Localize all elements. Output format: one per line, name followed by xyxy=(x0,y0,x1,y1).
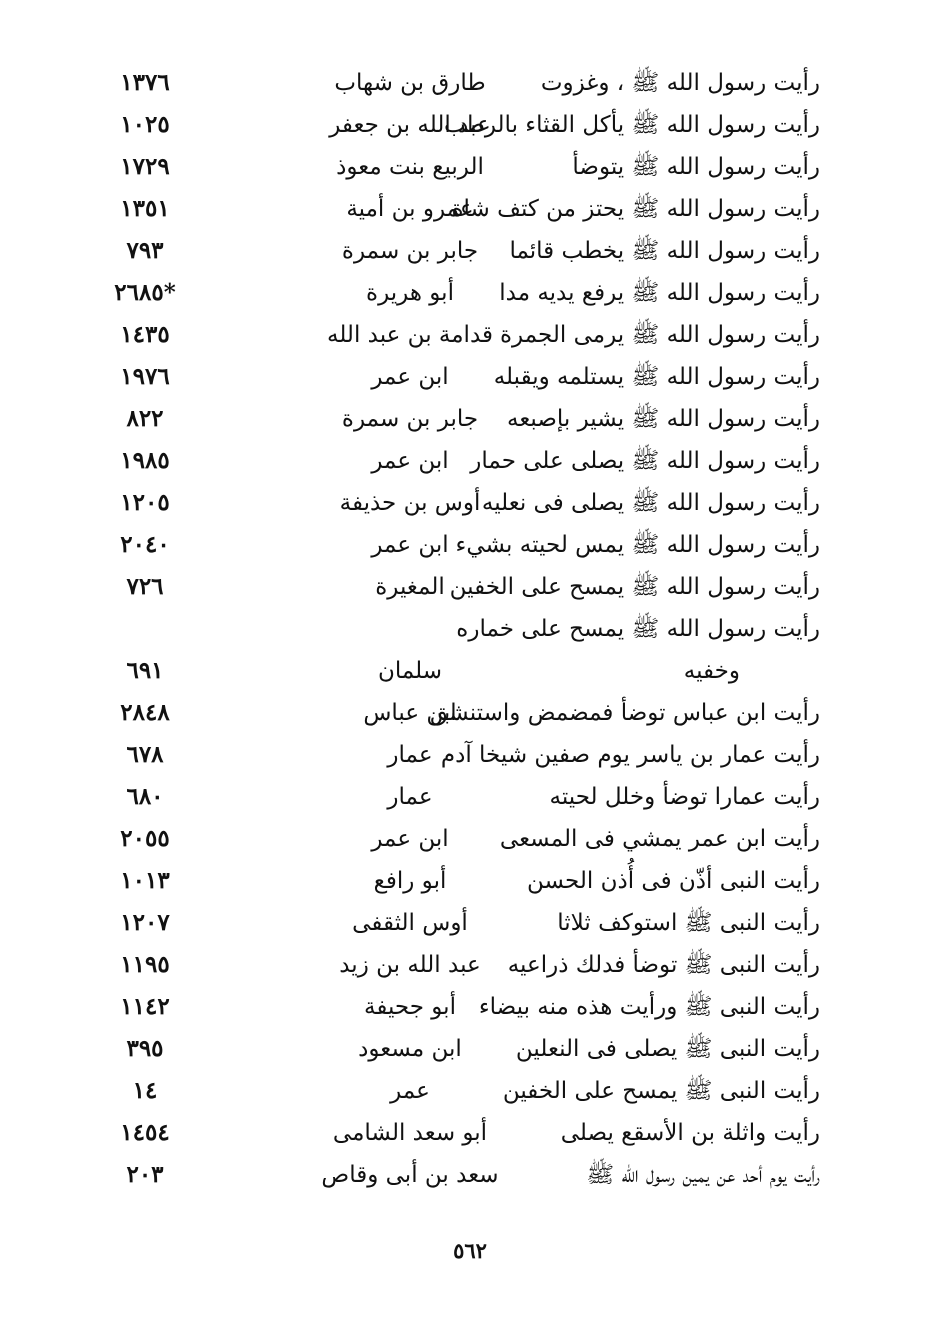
hadith-number: ١٣٥١ xyxy=(120,195,170,222)
hadith-number: ٢٠٥٥ xyxy=(120,825,170,852)
index-row xyxy=(90,272,840,314)
hadith-text: رأيت النبى أذّن فى أُذن الحسن xyxy=(527,868,820,894)
narrator-name: سلمان xyxy=(377,658,443,684)
hadith-number: ١٢٠٧ xyxy=(120,909,170,936)
page-number: ٥٦٢ xyxy=(453,1238,487,1263)
index-row xyxy=(90,1154,840,1196)
index-row xyxy=(90,230,840,272)
hadith-text: رأيت رسول الله ﷺ يمسح على الخفين xyxy=(449,574,820,600)
hadith-number: ١٣٧٦ xyxy=(120,69,170,96)
hadith-text: رأيت رسول الله ﷺ يستلمه ويقبله xyxy=(493,364,820,390)
hadith-number: ١١٤٢ xyxy=(120,993,170,1020)
hadith-text: رأيت النبى ﷺ يصلى فى النعلين xyxy=(515,1036,820,1062)
narrator-name: أبو جحيفة xyxy=(364,994,456,1020)
index-row xyxy=(90,398,840,440)
index-row xyxy=(90,314,840,356)
hadith-text: رأيت رسول الله ﷺ يأكل القثاء بالرطب xyxy=(443,112,820,138)
narrator-name: ابن عمر xyxy=(371,532,449,558)
index-row xyxy=(90,902,840,944)
hadith-number: ١٩٨٥ xyxy=(120,447,170,474)
index-row xyxy=(90,188,840,230)
hadith-text: رأيت النبى ﷺ توضأ فدلك ذراعيه xyxy=(507,952,820,978)
hadith-text: رأيت رسول الله ﷺ يمس لحيته بشيء xyxy=(455,532,820,558)
hadith-text: رأيت يوم أحد عن يمين رسول الله ﷺ xyxy=(586,1162,820,1188)
hadith-number: ٢٠٣ xyxy=(126,1161,164,1188)
narrator-name: عمرو بن أمية xyxy=(346,196,474,222)
index-row xyxy=(90,776,840,818)
hadith-number: ٦٨٠ xyxy=(126,783,164,810)
narrator-name: ابن عباس xyxy=(363,700,457,726)
hadith-text: رأيت عمارا توضأ وخلل لحيته xyxy=(549,784,820,810)
narrator-name: عمار xyxy=(387,784,433,810)
narrator-name: طارق بن شهاب xyxy=(334,70,486,96)
narrator-name: أبو سعد الشامى xyxy=(332,1120,488,1146)
hadith-text-line-2: وخفيه xyxy=(683,658,740,684)
narrator-name: ابن مسعود xyxy=(358,1036,462,1062)
narrator-name: جابر بن سمرة xyxy=(341,406,479,432)
index-row xyxy=(90,818,840,860)
hadith-text: رأيت رسول الله ﷺ يرفع يديه مدا xyxy=(499,280,820,306)
narrator-name: عبد الله بن زيد xyxy=(339,952,481,978)
narrator-name: أبو رافع xyxy=(373,868,447,894)
narrator-name: جابر بن سمرة xyxy=(341,238,479,264)
hadith-number: ٣٩٥ xyxy=(126,1035,164,1062)
narrator-name: أوس الثقفى xyxy=(352,910,468,936)
hadith-number: ٢٨٤٨ xyxy=(120,699,170,726)
index-row xyxy=(90,440,840,482)
index-row xyxy=(90,692,840,734)
hadith-number: ١٩٧٦ xyxy=(120,363,170,390)
narrator-name: ابن عمر xyxy=(371,364,449,390)
hadith-number: ١٤٣٥ xyxy=(120,321,170,348)
hadith-number: ١١٩٥ xyxy=(120,951,170,978)
hadith-text: رأيت رسول الله ﷺ يصلى على حمار xyxy=(470,448,820,474)
narrator-name: عبد الله بن جعفر xyxy=(329,112,491,138)
index-row xyxy=(90,1028,840,1070)
hadith-number: ٢٦٨٥* xyxy=(114,279,176,306)
narrator-name: ابن عمر xyxy=(371,826,449,852)
hadith-text: رأيت ابن عمر يمشي فى المسعى xyxy=(499,826,820,852)
hadith-number: ٢٠٤٠ xyxy=(120,531,170,558)
narrator-name: سعد بن أبى وقاص xyxy=(321,1162,499,1188)
hadith-text: رأيت النبى ﷺ ورأيت هذه منه بيضاء xyxy=(478,994,820,1020)
hadith-number: ١٠١٣ xyxy=(120,867,170,894)
narrator-name: عمر xyxy=(390,1078,430,1104)
index-row xyxy=(90,566,840,608)
index-row xyxy=(90,62,840,104)
hadith-text: رأيت عمار بن ياسر يوم صفين شيخا آدم xyxy=(440,742,820,768)
hadith-text: رأيت رسول الله ﷺ ، وغزوت xyxy=(540,70,820,96)
index-row xyxy=(90,1112,840,1154)
hadith-text: رأيت ابن عباس توضأ فمضمض واستنشق xyxy=(430,700,820,726)
index-row xyxy=(90,734,840,776)
hadith-text: رأيت رسول الله ﷺ يشير بإصبعه xyxy=(507,406,820,432)
hadith-number: ١٠٢٥ xyxy=(120,111,170,138)
index-row xyxy=(90,860,840,902)
hadith-number: ٧٩٣ xyxy=(126,237,164,264)
hadith-number: ١٤ xyxy=(132,1077,158,1104)
hadith-text: رأيت رسول الله ﷺ يحتز من كتف شاة xyxy=(451,196,820,222)
hadith-number: ٦٧٨ xyxy=(126,741,164,768)
hadith-number: ٧٢٦ xyxy=(126,573,164,600)
index-row-multiline xyxy=(90,608,840,692)
index-row xyxy=(90,146,840,188)
narrator-name: أبو هريرة xyxy=(366,280,454,306)
narrator-name: أوس بن حذيفة xyxy=(339,490,481,516)
hadith-index-table xyxy=(90,62,840,1196)
hadith-number: ١٧٢٩ xyxy=(120,153,170,180)
hadith-number: ١٢٠٥ xyxy=(120,489,170,516)
index-row xyxy=(90,1070,840,1112)
hadith-number: ١٤٥٤ xyxy=(120,1119,170,1146)
hadith-text-line-1: رأيت رسول الله ﷺ يمسح على خماره xyxy=(456,616,820,642)
narrator-name: الربيع بنت معوذ xyxy=(336,154,484,180)
hadith-text: رأيت رسول الله ﷺ يصلى فى نعليه xyxy=(481,490,820,516)
narrator-name: قدامة بن عبد الله xyxy=(326,322,494,348)
hadith-text: رأيت رسول الله ﷺ يخطب قائما xyxy=(509,238,820,264)
hadith-text: رأيت واثلة بن الأسقع يصلى xyxy=(560,1120,820,1146)
index-row xyxy=(90,356,840,398)
hadith-text: رأيت رسول الله ﷺ يرمى الجمرة xyxy=(499,322,820,348)
hadith-text: رأيت النبى ﷺ استوكف ثلاثا xyxy=(557,910,820,936)
index-row xyxy=(90,104,840,146)
hadith-number: ٨٢٢ xyxy=(126,405,164,432)
index-row xyxy=(90,482,840,524)
narrator-name: عمار xyxy=(387,742,433,768)
index-row xyxy=(90,524,840,566)
index-row xyxy=(90,944,840,986)
hadith-number: ٦٩١ xyxy=(126,657,164,684)
narrator-name: ابن عمر xyxy=(371,448,449,474)
hadith-text: رأيت النبى ﷺ يمسح على الخفين xyxy=(502,1078,820,1104)
index-row xyxy=(90,986,840,1028)
hadith-text: رأيت رسول الله ﷺ يتوضأ xyxy=(572,154,820,180)
narrator-name: المغيرة xyxy=(375,574,445,600)
